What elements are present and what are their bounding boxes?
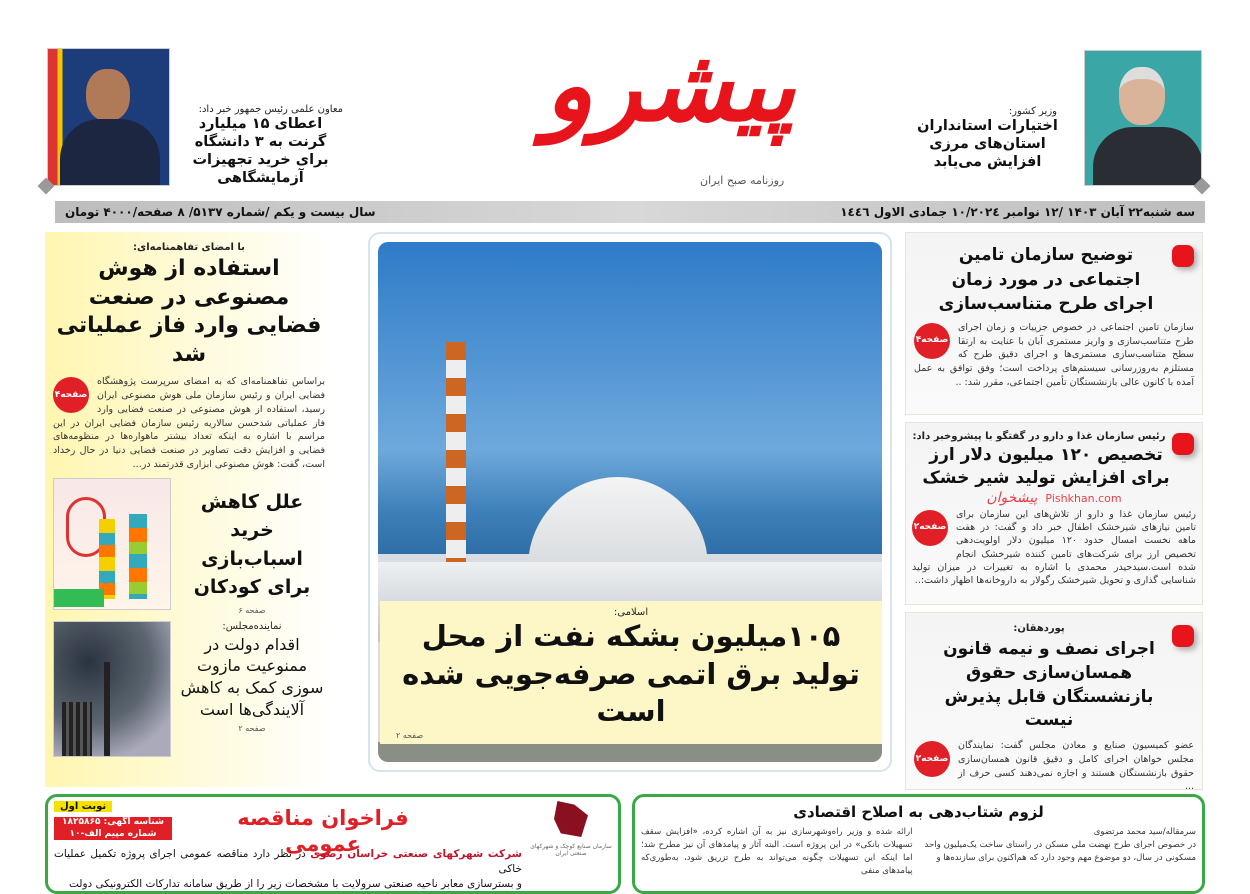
editorial-col-1: در خصوص اجرای طرح نهضت ملی مسکن در راستای ساخت یک‌میلیون واحد مسکونی در سال، دو موضوع مهم وجود دارد که هم‌اکنون برای سازنده‌ها و xyxy=(924,839,1196,864)
right-story-2[interactable] xyxy=(905,422,1203,605)
editorial-title: لزوم شتاب‌دهی به اصلاح اقتصادی xyxy=(793,803,1044,821)
ai-space-story[interactable] xyxy=(53,242,325,472)
mazut-row xyxy=(53,621,325,757)
lead-headline: ۱۰۵میلیون بشکه نفت از محل تولید برق اتمی صرفه‌جویی شده است xyxy=(402,618,860,729)
issue-info: سال بیست و یکم /شماره ۵۱۳۷/ ۸ صفحه/۴۰۰۰ تومان xyxy=(65,205,376,219)
pollution-photo xyxy=(53,621,171,757)
right-story-photo xyxy=(1084,50,1202,186)
story-body: رئیس سازمان غذا و دارو از تلاش‌های این سازمان برای تامین نیازهای شیرخشک اطفال خبر داد و گفت: در هفت ماهه نخست امسال حدود ۱۲۰ میلیون دلار اولویت‌دهی تخصیص ارز برای شرکت‌های تامین کننده شیرخشک انجام شده است.سیدحیدر محمدی با اشاره به تغییرات در میزان تولید شناسایی گذاری و تحویل شیرخشک رگولار به داروخانه‌ها اظهار داشت:.. xyxy=(912,508,1196,587)
editorial[interactable] xyxy=(632,794,1205,894)
kicker: با امضای تفاهمنامه‌ای: xyxy=(133,242,245,253)
bullet-icon xyxy=(1172,625,1194,647)
page-badge[interactable]: صفحه۲ xyxy=(914,741,950,777)
left-masthead-story[interactable] xyxy=(178,104,343,188)
story-body: سازمان تامین اجتماعی در خصوص جزییات و زمان اجرای طرح متناسب‌سازی و واریز مستمری آبان با عنایت به ارتقا سطح متناسب‌سازی مستمری‌ها و اجرای دقیق طرح که مستلزم به‌روزرسانی سیستم‌های پرداخت است؛ وفق توافق به عمل آمده با کانون عالی بازنشستگان تأمین اجتماعی، مقرر شد: .. xyxy=(914,321,1194,388)
bullet-icon xyxy=(1172,245,1194,267)
left-column xyxy=(45,232,332,787)
left-story-photo xyxy=(47,48,170,186)
watermark: پیشخوان Pishkhan.com xyxy=(986,489,1122,506)
headline: اعطای ۱۵ میلیارد گرنت به ۳ دانشگاه برای خرید تجهیزات آزمایشگاهی xyxy=(192,116,329,187)
toys-photo xyxy=(53,478,171,610)
page-ref: صفحه ۲ xyxy=(238,724,266,734)
kicker: وزیر کشور: xyxy=(1008,106,1057,117)
bullet-icon xyxy=(1172,433,1194,455)
mazut-story[interactable] xyxy=(179,621,325,733)
story-body: عضو کمیسیون صنایع و معادن مجلس گفت: نمایندگان مجلس خواهان اجرای کامل و دقیق قانون همسان‌سازی حقوق بازنشستگان هستند و اجازه نمی‌دهند کسی حرف از ... xyxy=(958,740,1194,793)
headline: توضیح سازمان تامین اجتماعی در مورد زمان اجرای طرح متناسب‌سازی xyxy=(938,245,1154,315)
editorial-col-2: ارائه شده و وزیر راه‌وشهرسازی نیز به آن اشاره کرده، «افزایش سقف تسهیلات بانکی» در این پروژه است. البته آثار و پیامدهای آن نیز مطرح شد؛ اما اینکه این تسهیلات چگونه می‌تواند به طرح تزریق شود، به‌طوری‌که پیامدهای منفی xyxy=(641,826,913,877)
headline: علل کاهش خرید اسباب‌بازی برای کودکان xyxy=(193,490,311,599)
kicker: پوردهقان: xyxy=(1013,623,1065,634)
headline: اختیارات استانداران استان‌های مرزی افزایش می‌یابد xyxy=(917,118,1058,171)
ad-logo-caption: سازمان صنایع کوچک و شهرکهای صنعتی ایران xyxy=(530,843,612,857)
headline: استفاده از هوش مصنوعی در صنعت فضایی وارد فاز عملیاتی شد xyxy=(56,256,322,367)
tagline: روزنامه صبح ایران xyxy=(700,174,785,187)
ad-logo xyxy=(554,801,588,837)
headline: تخصیص ۱۲۰ میلیون دلار ارز برای افزایش تولید شیر خشک xyxy=(922,445,1170,488)
byline: سرمقاله/سید محمد مرتضوی xyxy=(1093,826,1196,837)
page-ref: صفحه ۶ xyxy=(238,605,266,615)
lead-story[interactable] xyxy=(368,232,892,772)
page-badge[interactable]: صفحه۴ xyxy=(914,323,950,359)
kicker: رئیس سازمان غذا و دارو در گفتگو با پیشروخبر داد: xyxy=(912,431,1166,442)
toys-story[interactable] xyxy=(179,478,325,615)
ad-id: شناسه آگهی: ۱۸۲۵۸۶۵ شماره مپیم الف-۱۰ xyxy=(54,817,172,840)
ad-text: شرکت شهرکهای صنعتی خراسان رضوی در نظر دارد مناقصه عمومی اجرای پروژه تکمیل عملیات خاکی و بسترسازی معابر ناحیه صنعتی سرولایت با مشخصات زیر را از طریق سامانه تدارکات الکترونیکی دولت xyxy=(54,848,522,891)
toys-row xyxy=(53,478,325,615)
editorial-columns xyxy=(635,822,1202,879)
tender-ad[interactable] xyxy=(45,794,621,894)
headline: اجرای نصف و نیمه قانون همسان‌سازی حقوق بازنشستگان قابل پذیرش نیست xyxy=(943,639,1155,731)
kicker: نماینده‌مجلس: xyxy=(222,620,282,632)
right-story-1[interactable] xyxy=(905,232,1203,415)
page-ref: صفحه ۲ xyxy=(396,731,424,740)
headline: اقدام دولت در ممنوعیت مازوت سوزی کمک به کاهش آلایندگی‌ها است xyxy=(180,634,324,719)
kicker: اسلامی: xyxy=(613,606,649,618)
ad-tag: نوبت اول xyxy=(54,801,112,812)
page-badge[interactable]: صفحه۲ xyxy=(912,510,948,546)
right-masthead-story[interactable] xyxy=(900,106,1075,171)
date-bar xyxy=(55,201,1205,223)
page-badge[interactable]: صفحه۴ xyxy=(53,377,89,413)
date-text: سه شنبه۲۲ آبان ۱۴۰۳ /۱۲ نوامبر ۱۰/۲۰۲٤ جمادی الاول ۱٤٤٦ xyxy=(840,205,1195,219)
lead-caption-box xyxy=(380,601,882,744)
newspaper-logo: پیشرو xyxy=(544,26,796,144)
ad-title: فراخوان مناقصه عمومی xyxy=(237,806,409,857)
right-story-3[interactable] xyxy=(905,612,1203,793)
story-body: براساس تفاهمنامه‌ای که به امضای سرپرست پژوهشگاه فضایی ایران و رئیس سازمان ملی هوش مصنوعی ایران رسید، استفاده از هوش مصنوعی در صنعت فضایی وارد فاز عملیاتی شدحسن سالاریه رئیس سازمان فضایی ایران در این مراسم با اشاره به اینکه تعداد بیشتر ماهواره‌ها در منظومه‌های فضایی و افزایش دقت تصاویر در صنعت فضایی دنیا در حال رخداد است، گفت: هوش مصنوعی ابزاری قدرتمند در... xyxy=(53,376,325,470)
kicker: معاون علمی رئیس جمهور خبر داد: xyxy=(198,104,343,115)
